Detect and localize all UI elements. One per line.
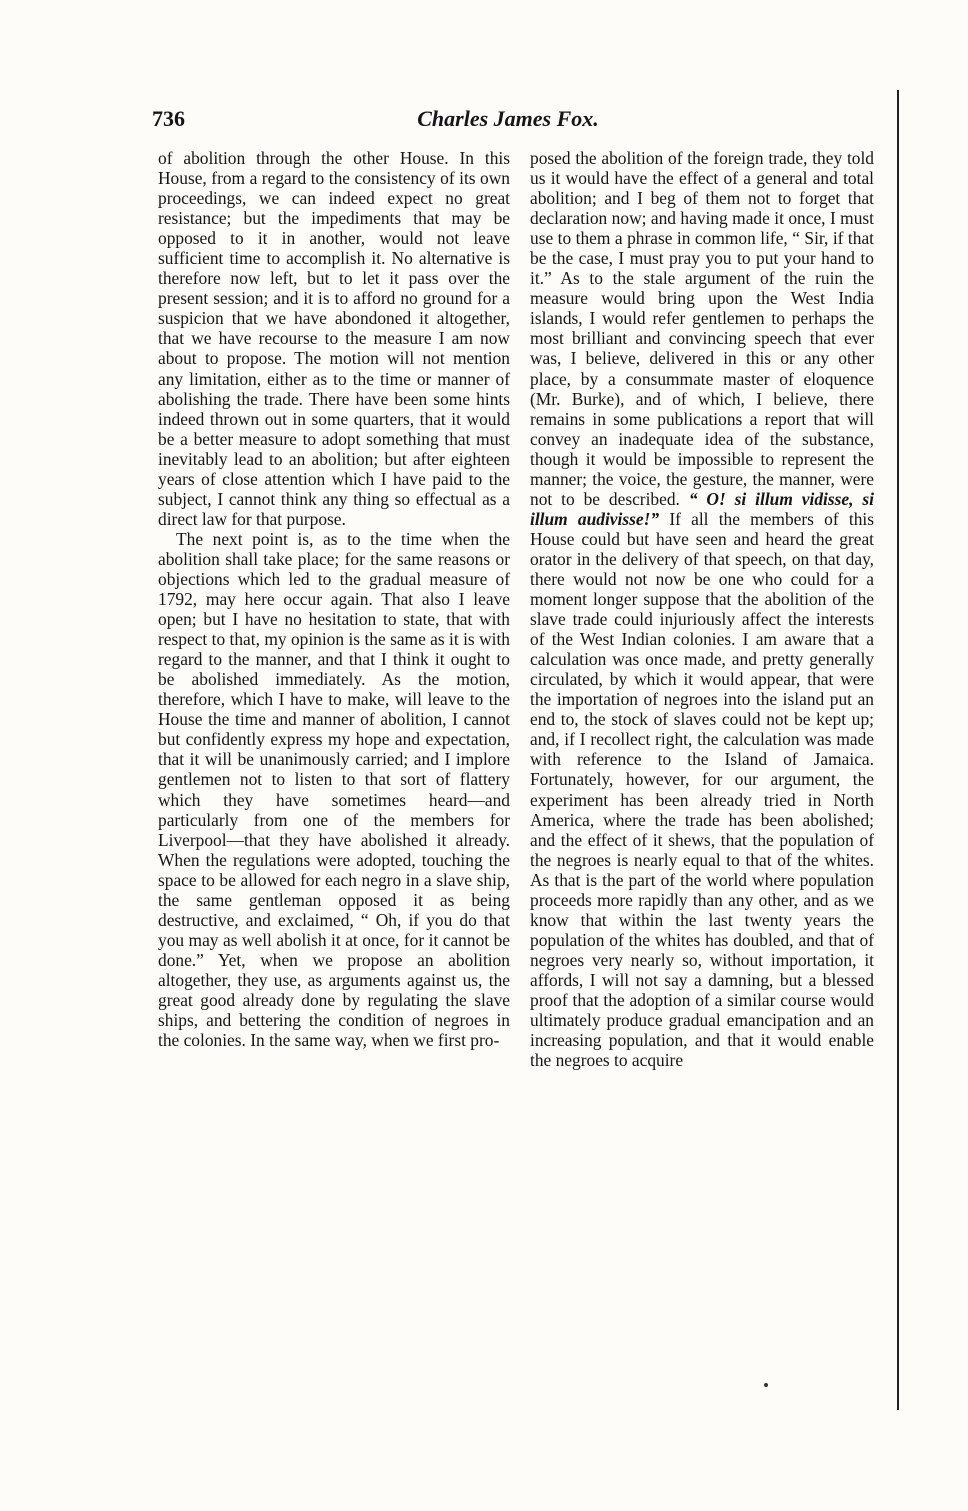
paragraph: The next point is, as to the time when the abolition shall take place; for the same reasons or objections which led to the gradual measure of 1792, may here occur again. That also I leave open; but I have no hesitation to state, that with respect to that, my opinion is the same as it is with regard to the manner, and that I think it ought to be abolished immediately. As the motion, therefore, which I have to make, will leave to the House the time and manner of abolition, I cannot but confidently express my hope and expectation, that it will be unanimously carried; and I implore gentlemen not to listen to that sort of flattery which they have sometimes heard—and particularly from one of the members for Liverpool—that they have abolished it already. When the regulations were adopted, touching the space to be allowed for each negro in a slave ship, the same gentleman opposed it as being destructive, and exclaimed, “ Oh, if you do that you may as well abolish it at once, for it cannot be done.” Yet, when we propose an abolition altogether, they use, as arguments against us, the great good already done by regulating the slave ships, and bettering the condition of negroes in the colonies. In the same way, when we first pro- (158, 528, 510, 1051)
left-column (158, 148, 510, 1050)
page-header (150, 106, 866, 136)
latin-quote: “ O! si illum vidisse, si illum audivisse!” (530, 488, 874, 529)
page-number: 736 (152, 106, 185, 131)
paragraph: of abolition through the other House. In this House, from a regard to the consistency of its own proceedings, we can indeed expect no great resistance; but the impediments that may be opposed to it in another, would not leave sufficient time to accomplish it. No alternative is therefore now left, but to let it pass over the present session; and it is to afford no ground for a suspicion that we have abondoned it altogether, that we have recourse to the measure I am now about to propose. The motion will not mention any limitation, either as to the time or manner of abolishing the trade. There have been some hints indeed thrown out in some quarters, that it would be a better measure to adopt something that must inevitably lead to an abolition; but after eighteen years of close attention which I have paid to the subject, I cannot think any thing so effectual as a direct law for that purpose. (158, 148, 510, 529)
ink-speck (764, 1383, 768, 1387)
text-after-quote: If all the members of this House could but have seen and heard the great orator in the delivery of that speech, on that day, there would not now be one who could for a moment longer suppose that the abolition of the slave trade could injuriously affect the interests of the West Indian colonies. I am aware that a calculation was once made, and pretty generally circulated, by which it would appear, that were the importation of negroes into the island put an end to, the stock of slaves could not be kept up; and, if I recollect right, the calculation was made with reference to the Island of Jamaica. Fortunately, however, for our argument, the experiment has been already tried in North America, where the trade has been abolished; and the effect of it shews, that the population of the negroes is nearly equal to that of the whites. As that is the part of the world where population proceeds more rapidly than any other, and as we know that within the last twenty years the population of the whites has doubled, and that of negroes very nearly so, without importation, it affords, I will not say a damning, but a blessed proof that the adoption of a similar course would ultimately produce gradual emancipation and an increasing population, and that it would enable the negroes to acquire (530, 508, 874, 1071)
text-before-quote: posed the abolition of the foreign trade, they told us it would have the effect of a general and total abolition; and I beg of them not to forget that declaration now; and having made it once, I must use to them a phrase in common life, “ Sir, if that be the case, I must pray you to put your hand to it.” As to the stale argument of the ruin the measure would bring upon the West India islands, I would refer gentlemen to perhaps the most brilliant and convincing speech that ever was, I believe, delivered in this or any other place, by a consummate master of eloquence (Mr. Burke), and of which, I believe, there remains in some publications a report that will convey an inadequate idea of the substance, though it would be impossible to represent the manner; the voice, the gesture, the manner, were not to be described. (530, 148, 874, 509)
paragraph (530, 148, 874, 1070)
running-title: Charles James Fox. (417, 106, 599, 131)
right-column (530, 148, 874, 1070)
page-edge-rule (897, 90, 899, 1410)
